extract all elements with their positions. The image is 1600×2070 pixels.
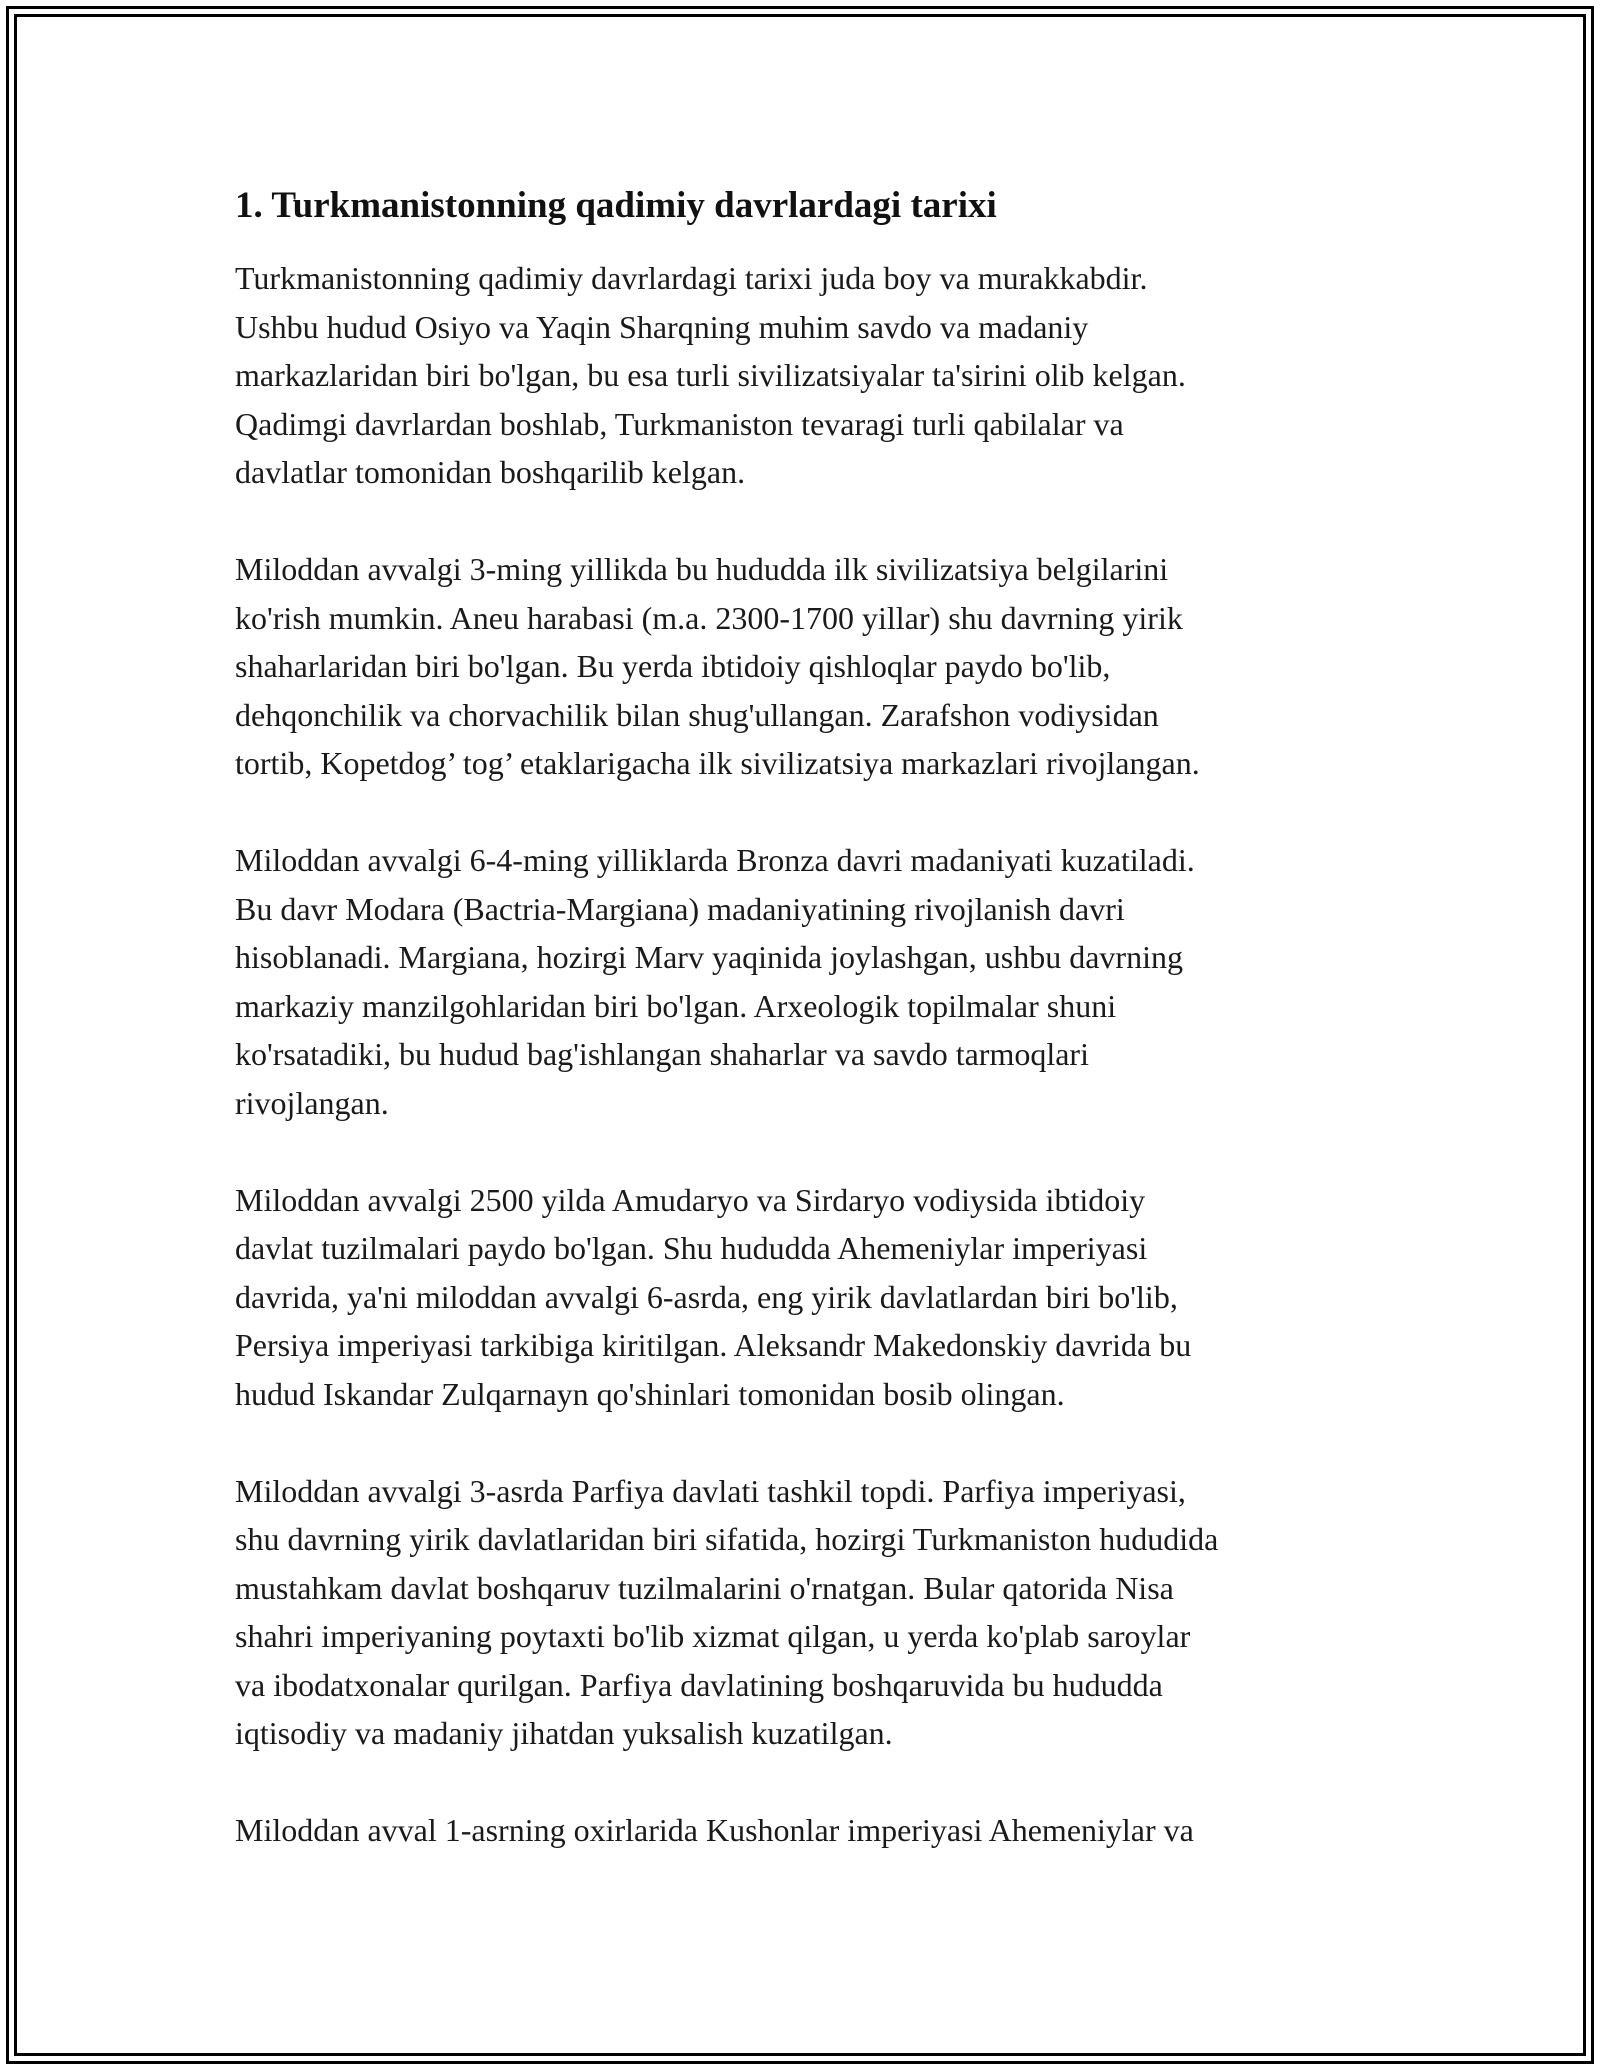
paragraph-line: hudud Iskandar Zulqarnayn qo'shinlari tomonidan bosib olingan.: [235, 1375, 1065, 1412]
paragraph-line: mustahkam davlat boshqaruv tuzilmalarini o'rnatgan. Bular qatorida Nisa: [235, 1569, 1174, 1606]
paragraph-line: Miloddan avvalgi 3-ming yillikda bu hududda ilk sivilizatsiya belgilarini: [235, 551, 1169, 587]
paragraph-line: davlat tuzilmalari paydo bo'lgan. Shu hududda Ahemeniylar imperiyasi: [235, 1230, 1148, 1266]
paragraph: [235, 1467, 1375, 1758]
paragraph-line: Miloddan avvalgi 3-asrda Parfiya davlati tashkil topdi. Parfiya imperiyasi,: [235, 1472, 1186, 1509]
paragraph-line: iqtisodiy va madaniy jihatdan yuksalish kuzatilgan.: [235, 1715, 893, 1751]
paragraph-line: va ibodatxonalar qurilgan. Parfiya davlatining boshqaruvida bu hududda: [235, 1666, 1163, 1703]
paragraph: [235, 1176, 1375, 1419]
paragraph-line: Miloddan avvalgi 6-4-ming yilliklarda Bronza davri madaniyati kuzatiladi.: [235, 842, 1195, 878]
document-body: [235, 182, 1375, 1903]
paragraph-line: Miloddan avval 1-asrning oxirlarida Kushonlar imperiyasi Ahemeniylar va: [235, 1812, 1194, 1848]
paragraph-line: tortib, Kopetdog’ tog’ etaklarigacha ilk sivilizatsiya markazlari rivojlangan.: [235, 745, 1200, 781]
paragraph-line: Qadimgi davrlardan boshlab, Turkmaniston tevaragi turli qabilalar va: [235, 405, 1124, 442]
paragraph-line: Ushbu hudud Osiyo va Yaqin Sharqning muhim savdo va madaniy: [235, 308, 1089, 345]
paragraph-line: Miloddan avvalgi 2500 yilda Amudaryo va Sirdaryo vodiysida ibtidoiy: [235, 1181, 1146, 1218]
paragraph-line: hisoblanadi. Margiana, hozirgi Marv yaqinida joylashgan, ushbu davrning: [235, 939, 1183, 975]
paragraph-line: shu davrning yirik davlatlaridan biri sifatida, hozirgi Turkmaniston hududida: [235, 1521, 1219, 1557]
paragraph-line: shahri imperiyaning poytaxti bo'lib xizmat qilgan, u yerda ko'plab saroylar: [235, 1618, 1191, 1654]
paragraph-list: [235, 254, 1375, 1855]
paragraph: [235, 254, 1375, 497]
paragraph: [235, 836, 1375, 1127]
paragraph-line: shaharlaridan biri bo'lgan. Bu yerda ibtidoiy qishloqlar paydo bo'lib,: [235, 648, 1111, 684]
section-heading: 1. Turkmanistonning qadimiy davrlardagi tarixi: [235, 185, 997, 226]
paragraph-line: markazlaridan biri bo'lgan, bu esa turli sivilizatsiyalar ta'sirini olib kelgan.: [235, 357, 1186, 393]
paragraph-line: markaziy manzilgohlaridan biri bo'lgan. Arxeologik topilmalar shuni: [235, 987, 1117, 1024]
paragraph: [235, 545, 1375, 788]
paragraph-line: ko'rsatadiki, bu hudud bag'ishlangan shaharlar va savdo tarmoqlari: [235, 1036, 1089, 1072]
paragraph-line: davlatlar tomonidan boshqarilib kelgan.: [235, 454, 746, 490]
paragraph: [235, 1806, 1375, 1855]
paragraph-line: dehqonchilik va chorvachilik bilan shug'ullangan. Zarafshon vodiysidan: [235, 696, 1159, 733]
paragraph-line: Bu davr Modara (Bactria-Margiana) madaniyatining rivojlanish davri: [235, 890, 1125, 927]
paragraph-line: davrida, ya'ni miloddan avvalgi 6-asrda, eng yirik davlatlardan biri bo'lib,: [235, 1278, 1178, 1315]
paragraph-line: ko'rish mumkin. Aneu harabasi (m.a. 2300-1700 yillar) shu davrning yirik: [235, 599, 1183, 636]
paragraph-line: Turkmanistonning qadimiy davrlardagi tarixi juda boy va murakkabdir.: [235, 260, 1148, 296]
paragraph-line: Persiya imperiyasi tarkibiga kiritilgan. Aleksandr Makedonskiy davrida bu: [235, 1327, 1192, 1363]
paragraph-line: rivojlangan.: [235, 1084, 389, 1121]
